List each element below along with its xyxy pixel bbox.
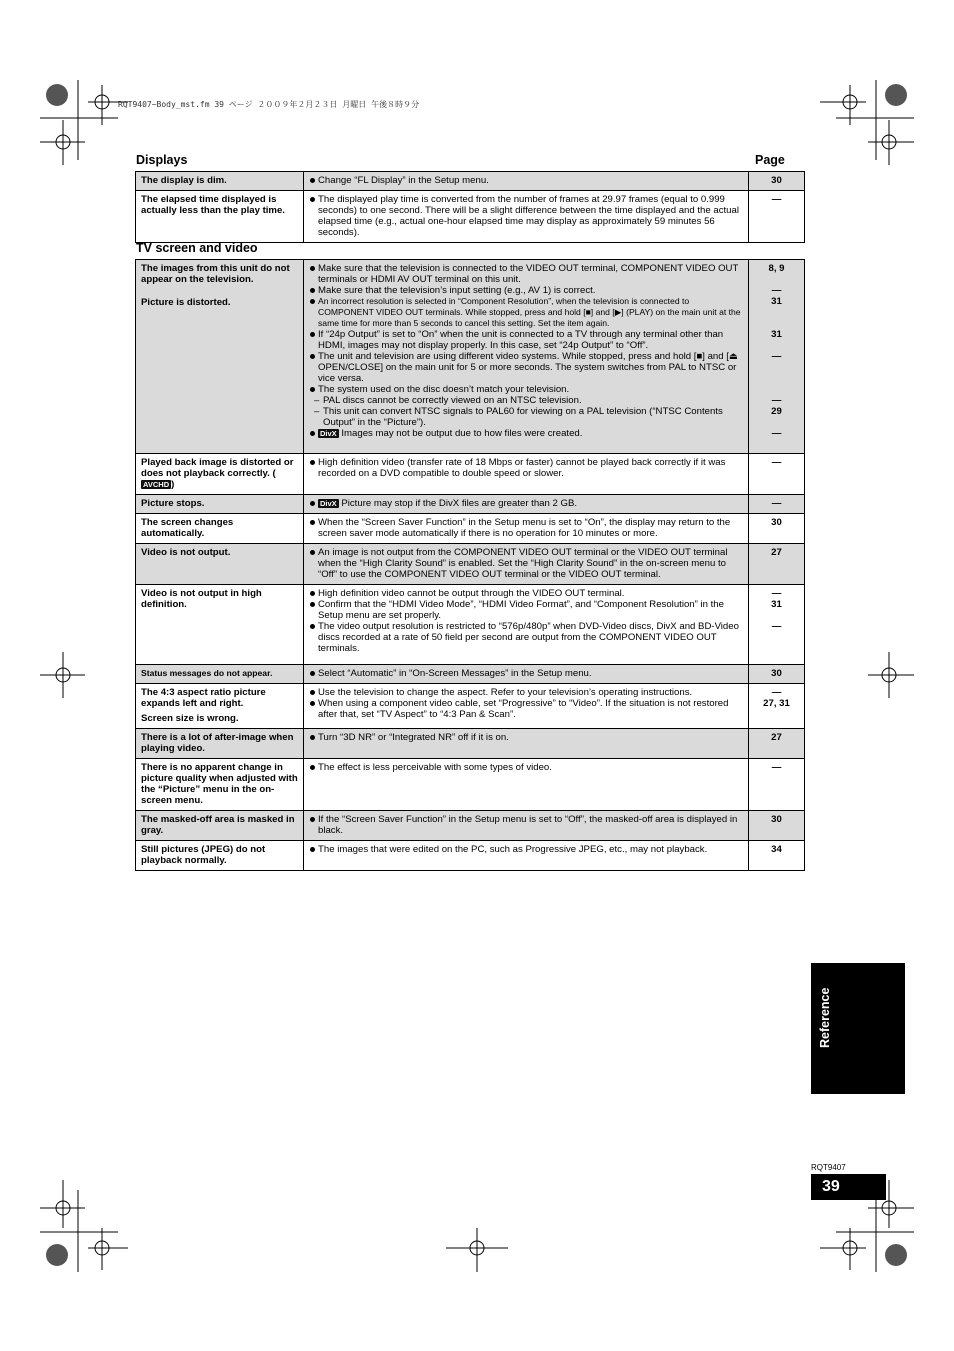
reference-tab-label: Reference bbox=[818, 987, 832, 1048]
symptom-cell: Still pictures (JPEG) do not playback normally. bbox=[136, 841, 304, 871]
divx-badge: DivX bbox=[320, 499, 337, 508]
section-title-tv: TV screen and video bbox=[136, 241, 258, 255]
table-row bbox=[136, 514, 805, 544]
page-ref-cell: 8, 9 — 31 31 — — 29 — bbox=[749, 260, 805, 454]
symptom-cell: The images from this unit do not appear on the television. Picture is distorted. bbox=[136, 260, 304, 454]
remedy-cell: Turn “3D NR” or “Integrated NR” off if it is on. bbox=[304, 729, 749, 759]
tv-video-table bbox=[135, 259, 805, 871]
symptom-cell: Picture stops. bbox=[136, 495, 304, 514]
page-ref-cell: 30 bbox=[749, 665, 805, 684]
avchd-badge: AVCHD bbox=[143, 480, 170, 489]
page-ref-cell: 27 bbox=[749, 544, 805, 585]
table-row bbox=[136, 759, 805, 811]
remedy-cell: DivX Picture may stop if the DivX files are greater than 2 GB. bbox=[304, 495, 749, 514]
remedy-cell: The displayed play time is converted from the number of frames at 29.97 frames (equal to 0.999 seconds) to one second. There will be a slight difference between the time displayed and the actual elapsed time (e.g., actual one-hour elapsed time may display as approximately 59 minutes 56 seconds). bbox=[304, 191, 749, 243]
page-ref-cell: 34 bbox=[749, 841, 805, 871]
file-header-line: RQT9407~Body_mst.fm 39 ページ ２００９年２月２３日 月曜日 午後８時９分 bbox=[118, 100, 420, 109]
table-row bbox=[136, 544, 805, 585]
remedy-cell: If the “Screen Saver Function” in the Setup menu is set to “Off”, the masked-off area is displayed in black. bbox=[304, 811, 749, 841]
table-row bbox=[136, 585, 805, 665]
remedy-cell: Change “FL Display” in the Setup menu. bbox=[304, 172, 749, 191]
page-ref-cell: — 27, 31 bbox=[749, 684, 805, 729]
remedy-cell: An image is not output from the COMPONENT VIDEO OUT terminal or the VIDEO OUT terminal when the “High Clarity Sound” is enabled. Set the “High Clarity Sound” in the on-screen menu to “Off” to use the COMPONENT VIDEO OUT terminal or the VIDEO OUT terminal. bbox=[304, 544, 749, 585]
symptom-cell: The screen changes automatically. bbox=[136, 514, 304, 544]
remedy-cell: The effect is less perceivable with some types of video. bbox=[304, 759, 749, 811]
symptom-cell: Video is not output in high definition. bbox=[136, 585, 304, 665]
remedy-cell: High definition video cannot be output through the VIDEO OUT terminal. Confirm that the “HDMI Video Mode”, “HDMI Video Format”, and “Component Resolution” in the Setup menu are set properly. The video output resolution is restricted to “576p/480p” when DVD-Video discs, DivX and BD-Video discs recorded at a rate of 50 field per second are output from the COMPONENT VIDEO OUT terminals. bbox=[304, 585, 749, 665]
symptom-cell: The display is dim. bbox=[136, 172, 304, 191]
symptom-cell: There is no apparent change in picture quality when adjusted with the “Picture” menu in the on-screen menu. bbox=[136, 759, 304, 811]
remedy-cell: When the “Screen Saver Function” in the Setup menu is set to “On”, the display may return to the screen saver mode automatically if there is no operation for 10 minutes or more. bbox=[304, 514, 749, 544]
divx-badge: DivX bbox=[320, 429, 337, 438]
symptom-cell: Status messages do not appear. bbox=[136, 665, 304, 684]
symptom-cell: The elapsed time displayed is actually less than the play time. bbox=[136, 191, 304, 243]
remedy-cell: Make sure that the television is connected to the VIDEO OUT terminal, COMPONENT VIDEO OUT terminals or HDMI AV OUT terminal on this unit. Make sure that the television’s input setting (e.g., AV 1) is correct. An incorrect resolution is selected in “Component Resolution”, when the television is connected to COMPONENT VIDEO OUT terminals. While stopped, press and hold [■] and [▶] (PLAY) on the main unit at the same time for more than 5 seconds to cancel this setting. Set the item again. If “24p Output” is set to “On” when the unit is connected to a TV through any terminal other than HDMI, images may not display properly. In this case, set “24p Output” to “Off”. The unit and television are using different video systems. While stopped, press and hold [■] and [⏏ OPEN/CLOSE] on the main unit for 5 or more seconds. The system switches from PAL to NTSC or vice versa. The system used on the disc doesn’t match your television. – PAL discs cannot be correctly viewed on an NTSC television. – This unit can convert NTSC signals to PAL60 for viewing on a PAL television (“NTSC Contents Output” in the “Picture”). DivX Images may not be output due to how files were created. bbox=[304, 260, 749, 454]
symptom-cell: The 4:3 aspect ratio picture expands left and right. Screen size is wrong. bbox=[136, 684, 304, 729]
remedy-cell: Select “Automatic” in “On-Screen Messages” in the Setup menu. bbox=[304, 665, 749, 684]
page-ref-cell: — bbox=[749, 759, 805, 811]
document-code: RQT9407 bbox=[811, 1163, 846, 1172]
remedy-cell: Use the television to change the aspect. Refer to your television’s operating instructions. When using a component video cable, set “Progressive” to “Video”. If the situation is not restored after that, set “TV Aspect” to “4:3 Pan & Scan”. bbox=[304, 684, 749, 729]
table-row bbox=[136, 495, 805, 514]
table-row bbox=[136, 191, 805, 243]
remedy-cell: High definition video (transfer rate of 18 Mbps or faster) cannot be played back correctly if it was recorded on a DVD compatible to double speed or slower. bbox=[304, 454, 749, 495]
displays-table bbox=[135, 171, 805, 243]
table-row bbox=[136, 841, 805, 871]
symptom-cell: The masked-off area is masked in gray. bbox=[136, 811, 304, 841]
page-ref-cell: — 31 — bbox=[749, 585, 805, 665]
table-row bbox=[136, 454, 805, 495]
page-ref-cell: — bbox=[749, 191, 805, 243]
table-row bbox=[136, 172, 805, 191]
symptom-cell: There is a lot of after-image when playing video. bbox=[136, 729, 304, 759]
page-ref-cell: 30 bbox=[749, 811, 805, 841]
symptom-cell: Video is not output. bbox=[136, 544, 304, 585]
table-row bbox=[136, 260, 805, 454]
table-row bbox=[136, 665, 805, 684]
table-row bbox=[136, 729, 805, 759]
page-number: 39 bbox=[822, 1178, 840, 1195]
page-column-title: Page bbox=[755, 153, 785, 167]
page-ref-cell: 30 bbox=[749, 514, 805, 544]
table-row bbox=[136, 684, 805, 729]
page-ref-cell: 27 bbox=[749, 729, 805, 759]
table-row bbox=[136, 811, 805, 841]
remedy-cell: The images that were edited on the PC, such as Progressive JPEG, etc., may not playback. bbox=[304, 841, 749, 871]
section-title-displays: Displays bbox=[136, 153, 188, 167]
page-ref-cell: — bbox=[749, 495, 805, 514]
page-ref-cell: 30 bbox=[749, 172, 805, 191]
page-ref-cell: — bbox=[749, 454, 805, 495]
symptom-cell: Played back image is distorted or does not playback correctly. (AVCHD ) bbox=[136, 454, 304, 495]
